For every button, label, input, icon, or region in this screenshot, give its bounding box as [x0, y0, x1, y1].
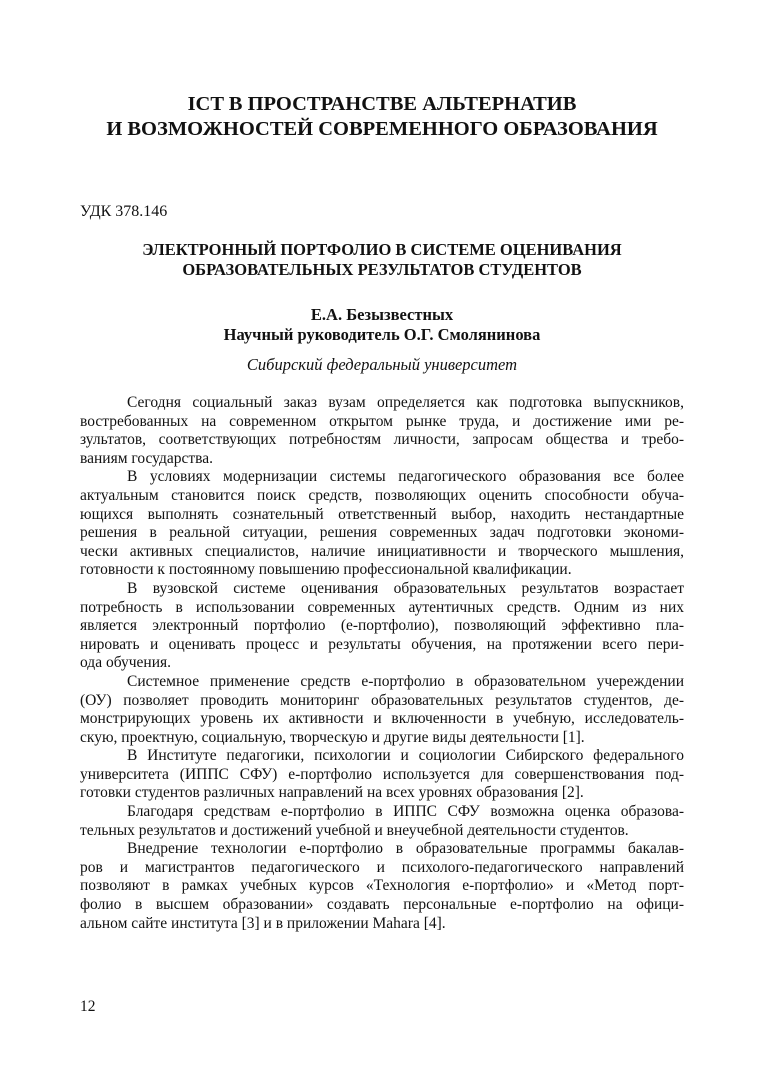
paragraph-line: ров и магистрантов педагогического и психолого-педагогического направлений: [80, 858, 684, 876]
page-number: 12: [80, 998, 96, 1015]
paragraph: [80, 840, 684, 933]
paragraph-line: является электронный портфолио (е-портфолио), позволяющий эффективно пла-: [80, 617, 684, 635]
article-title-line-2: ОБРАЗОВАТЕЛЬНЫХ РЕЗУЛЬТАТОВ СТУДЕНТОВ: [182, 260, 582, 279]
paragraph: [80, 580, 684, 673]
paragraph-line: В условиях модернизации системы педагогического образования все более: [127, 468, 684, 486]
affiliation: Сибирский федеральный университет: [246, 355, 518, 374]
article-title-line-1: ЭЛЕКТРОННЫЙ ПОРТФОЛИО В СИСТЕМЕ ОЦЕНИВАНИЯ: [142, 240, 622, 259]
paragraph: [80, 468, 684, 580]
paragraph: [80, 394, 684, 468]
paragraph-line: альном сайте института [3] и в приложении Mahara [4].: [80, 914, 446, 932]
paragraph-line: потребность в использовании современных аутентичных средств. Одним из них: [80, 598, 684, 616]
paragraph-line: ода обучения.: [80, 654, 172, 672]
paragraph-line: актуальным становится поиск средств, позволяющих оценить способности обуча-: [80, 486, 684, 504]
section-title-line-1: ICT В ПРОСТРАНСТВЕ АЛЬТЕРНАТИВ: [187, 93, 577, 115]
udk-code: УДК 378.146: [80, 203, 168, 220]
section-title: [0, 92, 764, 142]
paragraph-line: Системное применение средств е-портфолио в образовательном учереждении: [127, 672, 684, 690]
paragraph-line: готовности к постоянному повышению профессиональной квалификации.: [80, 561, 572, 579]
authors-block: [0, 305, 764, 345]
article-title: [0, 240, 764, 280]
paragraph-line: скую, проектную, социальную, творческую и другие виды деятельности [1].: [80, 728, 585, 746]
paragraph-line: ющихся выполнять сознательный ответственный выбор, находить нестандартные: [80, 505, 684, 523]
paragraph-line: Внедрение технологии е-портфолио в образовательные программы бакалав-: [127, 840, 684, 858]
article-body: [80, 394, 684, 933]
paragraph-line: Благодаря средствам е-портфолио в ИППС СФУ возможна оценка образова-: [127, 803, 684, 821]
paragraph-line: ваниям государства.: [80, 449, 213, 467]
paragraph-line: нировать и оценивать процесс и результаты обучения, на протяжении всего пери-: [80, 635, 684, 653]
paragraph-line: монстрирующих уровень их активности и включенности в учебную, исследователь-: [80, 710, 684, 728]
paragraph-line: позволяют в рамках учебных курсов «Технология е-портфолио» и «Метод порт-: [80, 877, 684, 895]
paragraph: [80, 803, 684, 840]
paragraph: [80, 747, 684, 803]
paragraph-line: решения в реальной ситуации, решения современных задач подготовки экономи-: [80, 524, 684, 542]
paragraph-line: университета (ИППС СФУ) е-портфолио используется для совершенствования под-: [80, 765, 684, 783]
paragraph-line: В Институте педагогики, психологии и социологии Сибирского федерального: [127, 747, 684, 765]
paragraph-line: тельных результатов и достижений учебной и внеучебной деятельности студентов.: [80, 821, 629, 839]
supervisor-name: Научный руководитель О.Г. Смолянинова: [223, 325, 541, 344]
paragraph-line: зультатов, соответствующих потребностям личности, запросам общества и требо-: [80, 431, 684, 449]
author-name: Е.А. Безызвестных: [310, 305, 454, 324]
section-title-line-2: И ВОЗМОЖНОСТЕЙ СОВРЕМЕННОГО ОБРАЗОВАНИЯ: [106, 118, 658, 140]
paragraph-line: В вузовской системе оценивания образовательных результатов возрастает: [127, 579, 684, 597]
paragraph-line: (ОУ) позволяет проводить мониторинг образовательных результатов студентов, де-: [80, 691, 684, 709]
paragraph-line: востребованных на современном открытом рынке труда, и достижение ими ре-: [80, 412, 684, 430]
paragraph-line: чески активных специалистов, наличие инициативности и творческого мышления,: [80, 542, 684, 560]
paragraph-line: готовки студентов различных направлений на всех уровнях образования [2].: [80, 784, 584, 802]
paragraph: [80, 673, 684, 747]
paragraph-line: Сегодня социальный заказ вузам определяется как подготовка выпускников,: [127, 394, 684, 411]
paragraph-line: фолио в высшем образовании» создавать персональные е-портфолио на офици-: [80, 896, 684, 914]
